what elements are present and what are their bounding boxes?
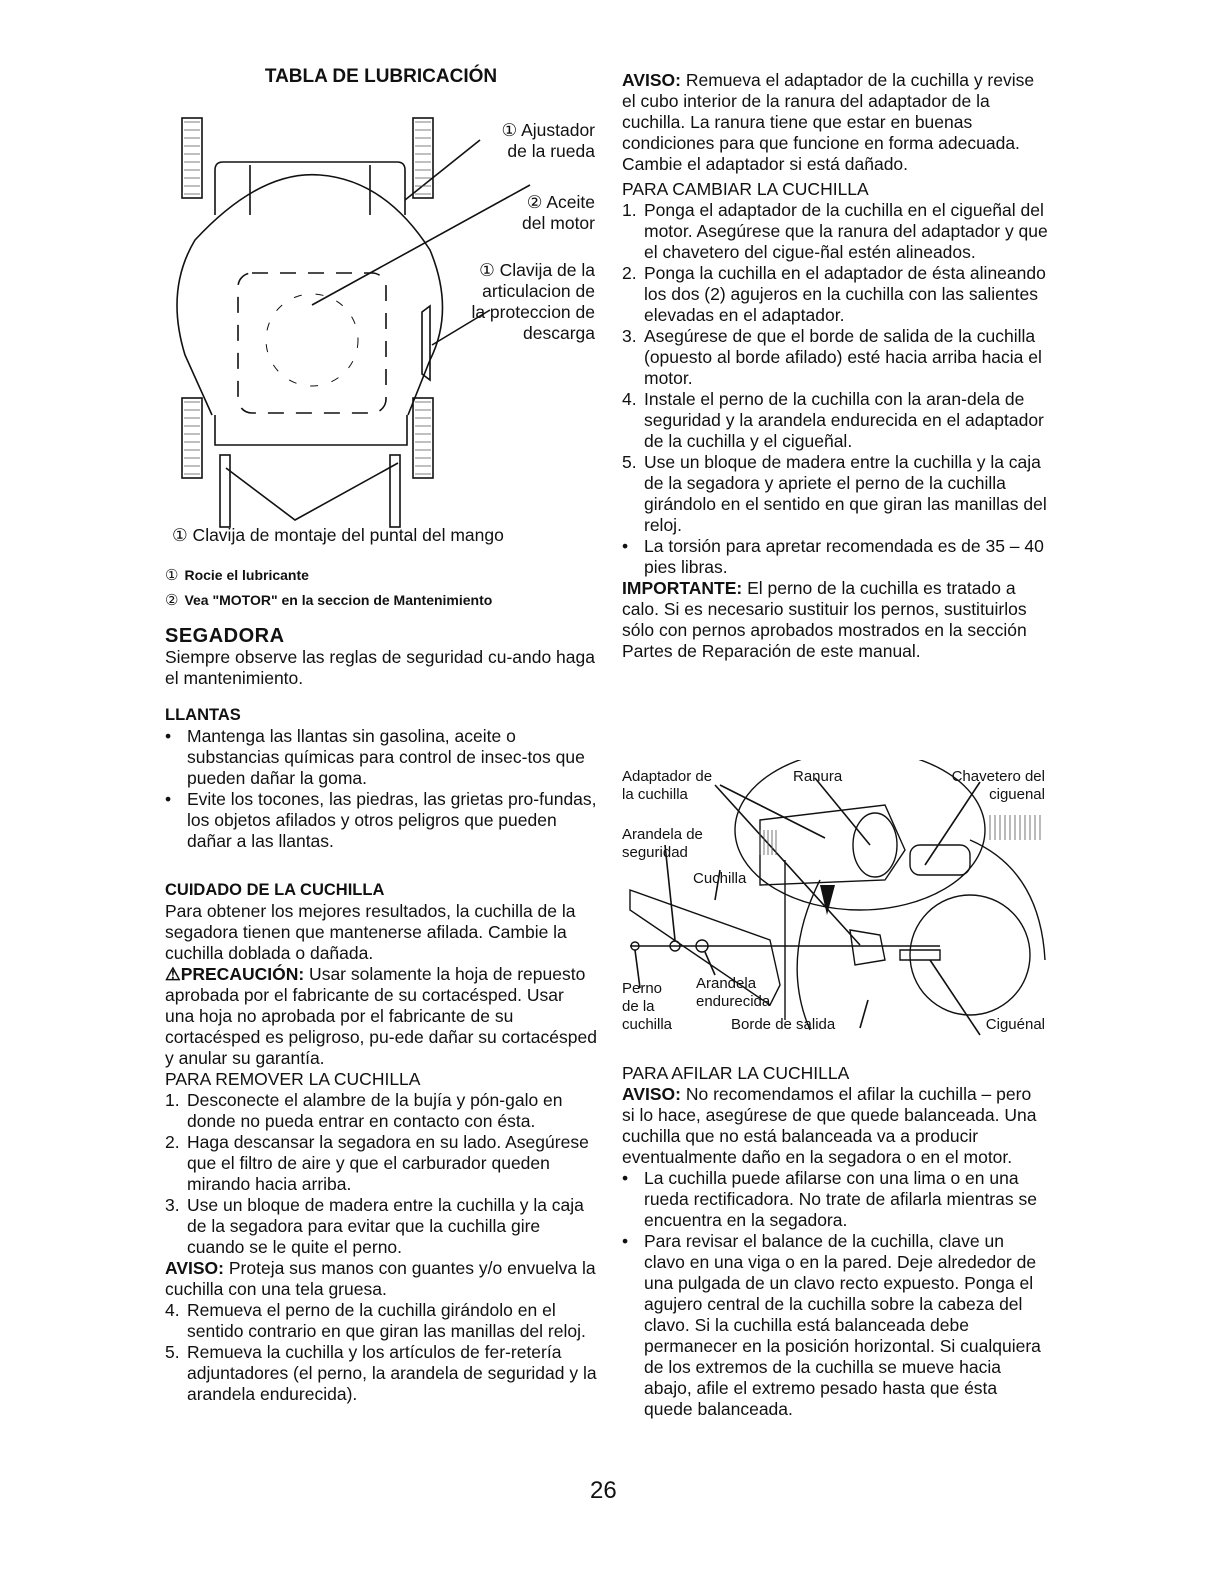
cuidado-heading: CUIDADO DE LA CUCHILLA — [165, 881, 385, 899]
label-blade-bolt: Perno de la cuchilla — [622, 980, 673, 1033]
label-engine-oil: ② Aceite del motor — [522, 192, 595, 233]
lubrication-title: TABLA DE LUBRICACIÓN — [264, 66, 498, 87]
label-handle-pin: ① Clavija de montaje del puntal del mango — [172, 525, 504, 545]
cuidado-intro: Para obtener los mejores resultados, la cuchilla de la segadora tienen que mantenerse afilada. Cambie la cuchilla doblada o dañada. — [165, 901, 576, 963]
label-wheel-adjuster: ① Ajustador de la rueda — [501, 120, 595, 161]
list-item: • La torsión para apretar recomendada es de 35 – 40 pies libras. — [622, 536, 1044, 577]
label-hardened-washer: Arandela endurecida — [696, 975, 771, 1010]
label-lock-washer: Arandela de seguridad — [622, 826, 703, 861]
label-blade: Cuchilla — [693, 870, 747, 887]
label-crankshaft: Ciguénal — [985, 1016, 1045, 1033]
blade-change-section — [622, 70, 1048, 662]
llantas-heading: LLANTAS — [165, 706, 241, 724]
warning-triangle-icon: ⚠ — [165, 964, 181, 984]
llantas-list — [165, 726, 597, 852]
segadora-intro: Siempre observe las reglas de seguridad cu-ando haga el mantenimiento. — [165, 647, 595, 688]
label-blade-adapter: Adaptador de la cuchilla — [622, 768, 713, 803]
list-item: 4. Instale el perno de la cuchilla con la aran-dela de seguridad y la arandela endurecida en el adaptador de la cuchilla y el cigueñal. — [622, 389, 1044, 451]
list-item: 2. Haga descansar la segadora en su lado. Asegúrese que el filtro de aire y que el carburador queden mirando hacia arriba. — [165, 1132, 589, 1194]
label-keyway: Chavetero del ciguenal — [951, 768, 1045, 803]
torque-list — [622, 536, 1048, 578]
list-item: 5. Use un bloque de madera entre la cuchilla y la caja de la segadora y apriete el perno de la cuchilla girándolo en el sentido en que giran las manillas del reloj. — [622, 452, 1047, 535]
remove-steps-a — [165, 1090, 597, 1258]
list-item: • Para revisar el balance de la cuchilla, clave un clavo en una viga o en la pared. Deje alrededor de una pulgada de un clavo recto expuesto. Ponga el agujero central de la cuchilla sobre la cabeza del clavo. Si la cuchilla está balanceada debe permanecer en la posición horizontal. Si cualquiera de los extremos de la cuchilla se mueve hacia abajo, afile el extremo pesado hasta que ésta quede balanceada. — [622, 1231, 1041, 1419]
list-item: 4. Remueva el perno de la cuchilla girándolo en el sentido contrario en que giran las manillas del reloj. — [165, 1300, 586, 1341]
remove-steps-b — [165, 1300, 597, 1405]
list-item: 3. Use un bloque de madera entre la cuchilla y la caja de la segadora para evitar que la cuchilla gire cuando se le quite el perno. — [165, 1195, 584, 1257]
aviso-gloves: AVISO: Proteja sus manos con guantes y/o envuelva la cuchilla con una tela gruesa. — [165, 1258, 596, 1299]
list-item: 2. Ponga la cuchilla en el adaptador de ésta alineando los dos (2) agujeros en la cuchilla con las salientes elevadas en el adaptador. — [622, 263, 1046, 325]
list-item: 1. Desconecte el alambre de la bujía y pón-galo en donde no pueda entrar en contacto con ésta. — [165, 1090, 563, 1131]
change-steps — [622, 200, 1048, 536]
caution-paragraph: ⚠PRECAUCIÓN: Usar solamente la hoja de repuesto aprobada por el fabricante de su cortacésped. Usar una hoja no aprobada por el fabricante de su cortacésped es peligroso, pu-ede dañar su cortacésped y anular su garantía. — [165, 964, 597, 1068]
list-item: • Evite los tocones, las piedras, las grietas pro-fundas, los objetos afilados y otros peligros que pueden dañar a las llantas. — [165, 789, 597, 851]
sharpen-heading: PARA AFILAR LA CUCHILLA — [622, 1063, 850, 1083]
importante-paragraph: IMPORTANTE: El perno de la cuchilla es tratado a calo. Si es necesario sustituir los pernos, sustituirlos sólo con pernos aprobados mostrados en la sección Partes de Reparación de este manual. — [622, 578, 1027, 661]
label-slot: Ranura — [793, 768, 843, 785]
lubrication-notes — [165, 563, 597, 613]
aviso-sharpen: AVISO: No recomendamos el afilar la cuchilla – pero si lo hace, asegúrese de que quede balanceada. Una cuchilla que no está balanceada va a producir eventualmente daño en la segadora o en el motor. — [622, 1084, 1037, 1167]
list-item: 1. Ponga el adaptador de la cuchilla en el cigueñal del motor. Asegúrese que la ranura del adaptador y que el chavetero del cigue-ñal estén alineados. — [622, 200, 1048, 262]
segadora-heading: SEGADORA — [165, 625, 285, 647]
mower-section — [165, 626, 597, 1405]
aviso-adapter: AVISO: Remueva el adaptador de la cuchilla y revise el cubo interior de la ranura del adaptador de la cuchilla. La ranura tiene que estar en buenas condiciones para que funcione en forma adecuada. Cambie el adaptador si está dañado. — [622, 70, 1035, 174]
list-item: 5. Remueva la cuchilla y los artículos de fer-retería adjuntadores (el perno, la arandela de seguridad y la arandela endurecida). — [165, 1342, 597, 1404]
sharpen-list — [622, 1168, 1048, 1420]
list-item: 3. Asegúrese de que el borde de salida de la cuchilla (opuesto al borde afilado) esté hacia arriba hacia el motor. — [622, 326, 1042, 388]
remove-heading: PARA REMOVER LA CUCHILLA — [165, 1069, 421, 1089]
lubrication-section — [165, 66, 597, 87]
label-trailing-edge: Borde de salida — [731, 1016, 836, 1033]
page-number: 26 — [590, 1477, 617, 1504]
change-heading: PARA CAMBIAR LA CUCHILLA — [622, 179, 869, 199]
note-spray: ① Rocie el lubricante — [165, 567, 309, 584]
sharpen-section — [622, 1063, 1048, 1420]
label-hinge-pin: ① Clavija de la articulacion de la proteccion de descarga — [471, 260, 595, 343]
list-item: • Mantenga las llantas sin gasolina, aceite o substancias químicas para control de insec-tos que pueden dañar la goma. — [165, 726, 585, 788]
note-motor: ② Vea "MOTOR" en la seccion de Mantenimiento — [165, 592, 493, 609]
list-item: • La cuchilla puede afilarse con una lima o en una rueda rectificadora. No trate de afilarla mientras se encuentra en la segadora. — [622, 1168, 1037, 1230]
